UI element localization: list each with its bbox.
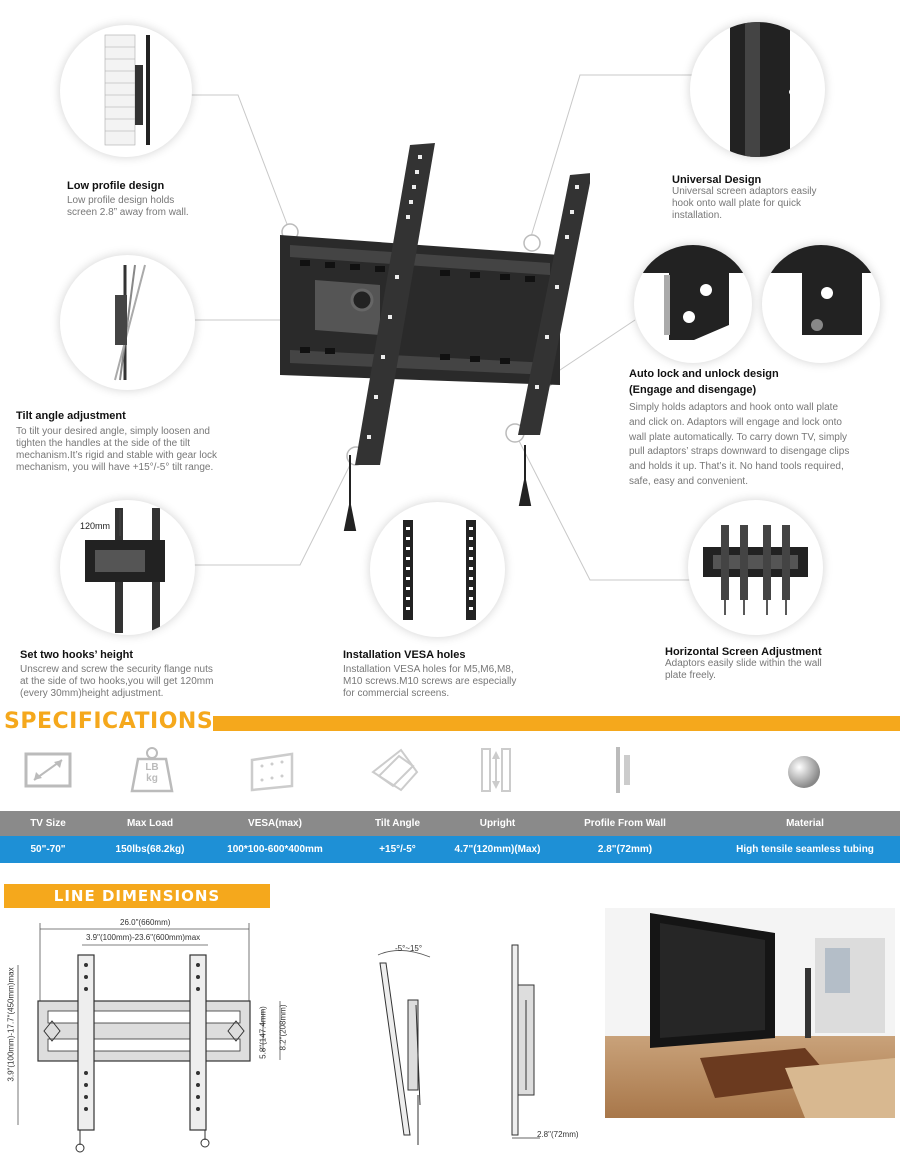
tilt-icon (365, 746, 425, 794)
spec-value-profile: 2.8"(72mm) (597, 844, 653, 855)
feature-title-vesa: Installation VESA holes (343, 649, 466, 661)
dim-vesa-width: 3.9"(100mm)-23.6"(600mm)max (86, 933, 201, 942)
tv-size-icon (24, 750, 72, 790)
dim-profile: 2.8"(72mm) (537, 1130, 579, 1139)
spec-value-material: High tensile seamless tubing (736, 844, 874, 855)
dim-inner-height: 5.8"(147.4mm) (258, 1006, 268, 1059)
upright-icon (478, 745, 518, 795)
tilt-angle-image (60, 255, 195, 390)
feature-desc-hooks: Unscrew and screw the security flange nuts at the side of two hooks,you will get 120mm (every 30mm)height adjustment. (20, 664, 214, 699)
specifications-heading: SPECIFICATIONS (4, 709, 214, 734)
room-installation-photo (605, 908, 895, 1118)
spec-header-row (0, 811, 900, 836)
spec-value-tv-size: 50"-70" (30, 844, 66, 855)
vesa-icon (248, 752, 296, 792)
feature-desc-vesa: Installation VESA holes for M5,M6,M8, M10 screws.M10 screws are especially for commercial screens. (343, 664, 517, 699)
profile-icon (610, 745, 640, 795)
line-dimensions-heading: LINE DIMENSIONS (4, 884, 270, 908)
spec-header-tilt: Tilt Angle (375, 818, 420, 829)
main-mount-image (270, 135, 590, 545)
feature-title-universal: Universal Design (672, 174, 762, 186)
low-profile-image (60, 25, 192, 157)
specifications-bar (213, 716, 900, 731)
feature-title-auto-lock: Auto lock and unlock design (629, 368, 779, 380)
weight-icon (130, 745, 174, 793)
material-icon (786, 754, 822, 790)
auto-lock-image-1 (634, 245, 752, 363)
feature-title-auto-lock-2: (Engage and disengage) (629, 384, 757, 396)
feature-title-horizontal: Horizontal Screen Adjustment (665, 646, 822, 658)
spec-header-profile: Profile From Wall (584, 818, 666, 829)
feature-title-low-profile: Low profile design (67, 180, 165, 192)
feature-desc-auto-lock: Simply holds adaptors and hook onto wall plate and click on. Adaptors will engage and lock onto wall plate automatically. To carry down TV, simply pull adaptors’ straps downward to disengage clips and holds it up. That’s it. No hand tools required, safe, easy and convenient. (629, 402, 850, 487)
spec-header-upright: Upright (479, 818, 516, 829)
spec-header-tv-size: TV Size (30, 818, 66, 829)
front-view-drawing (0, 915, 300, 1155)
dim-tilt-range: -5°~15° (395, 944, 423, 953)
feature-title-tilt: Tilt angle adjustment (16, 410, 126, 422)
dim-vesa-height: 3.9"(100mm)-17.7"(450mm)max (6, 967, 16, 1082)
feature-desc-horizontal: Adaptors easily slide within the wall plate freely. (665, 658, 822, 681)
spec-header-max-load: Max Load (126, 818, 174, 829)
feature-desc-tilt: To tilt your desired angle, simply loosen and tighten the handles at the side of the tilt mechanism.It’s rigid and stable with gear lock mechanism, you will have +15°/-5° tilt range. (16, 426, 218, 473)
feature-desc-universal: Universal screen adaptors easily hook onto wall plate for quick installation. (672, 186, 817, 221)
spec-value-tilt: +15°/-5° (379, 844, 416, 855)
side-view-profile-drawing (500, 940, 570, 1145)
spec-header-vesa: VESA(max) (248, 818, 302, 829)
dim-overall-width: 26.0"(660mm) (120, 918, 171, 927)
spec-value-max-load: 150lbs(68.2kg) (115, 844, 185, 855)
universal-design-image (690, 22, 825, 157)
vesa-holes-image (370, 502, 505, 637)
auto-lock-image-2 (762, 245, 880, 363)
horizontal-adjust-image (688, 500, 823, 635)
spec-value-upright: 4.7"(120mm)(Max) (454, 844, 541, 855)
hooks-height-label: 120mm (80, 521, 111, 531)
spec-value-row (0, 836, 900, 863)
side-view-tilt-drawing (370, 945, 440, 1145)
feature-desc-low-profile: Low profile design holds screen 2.8” away from wall. (67, 195, 189, 218)
spec-value-vesa: 100*100-600*400mm (227, 844, 323, 855)
weight-icon-label: LB kg (145, 762, 159, 784)
spec-header-material: Material (786, 818, 824, 829)
dim-outer-height: 8.2"(208mm) (278, 1004, 288, 1051)
feature-title-hooks: Set two hooks’ height (20, 649, 134, 661)
